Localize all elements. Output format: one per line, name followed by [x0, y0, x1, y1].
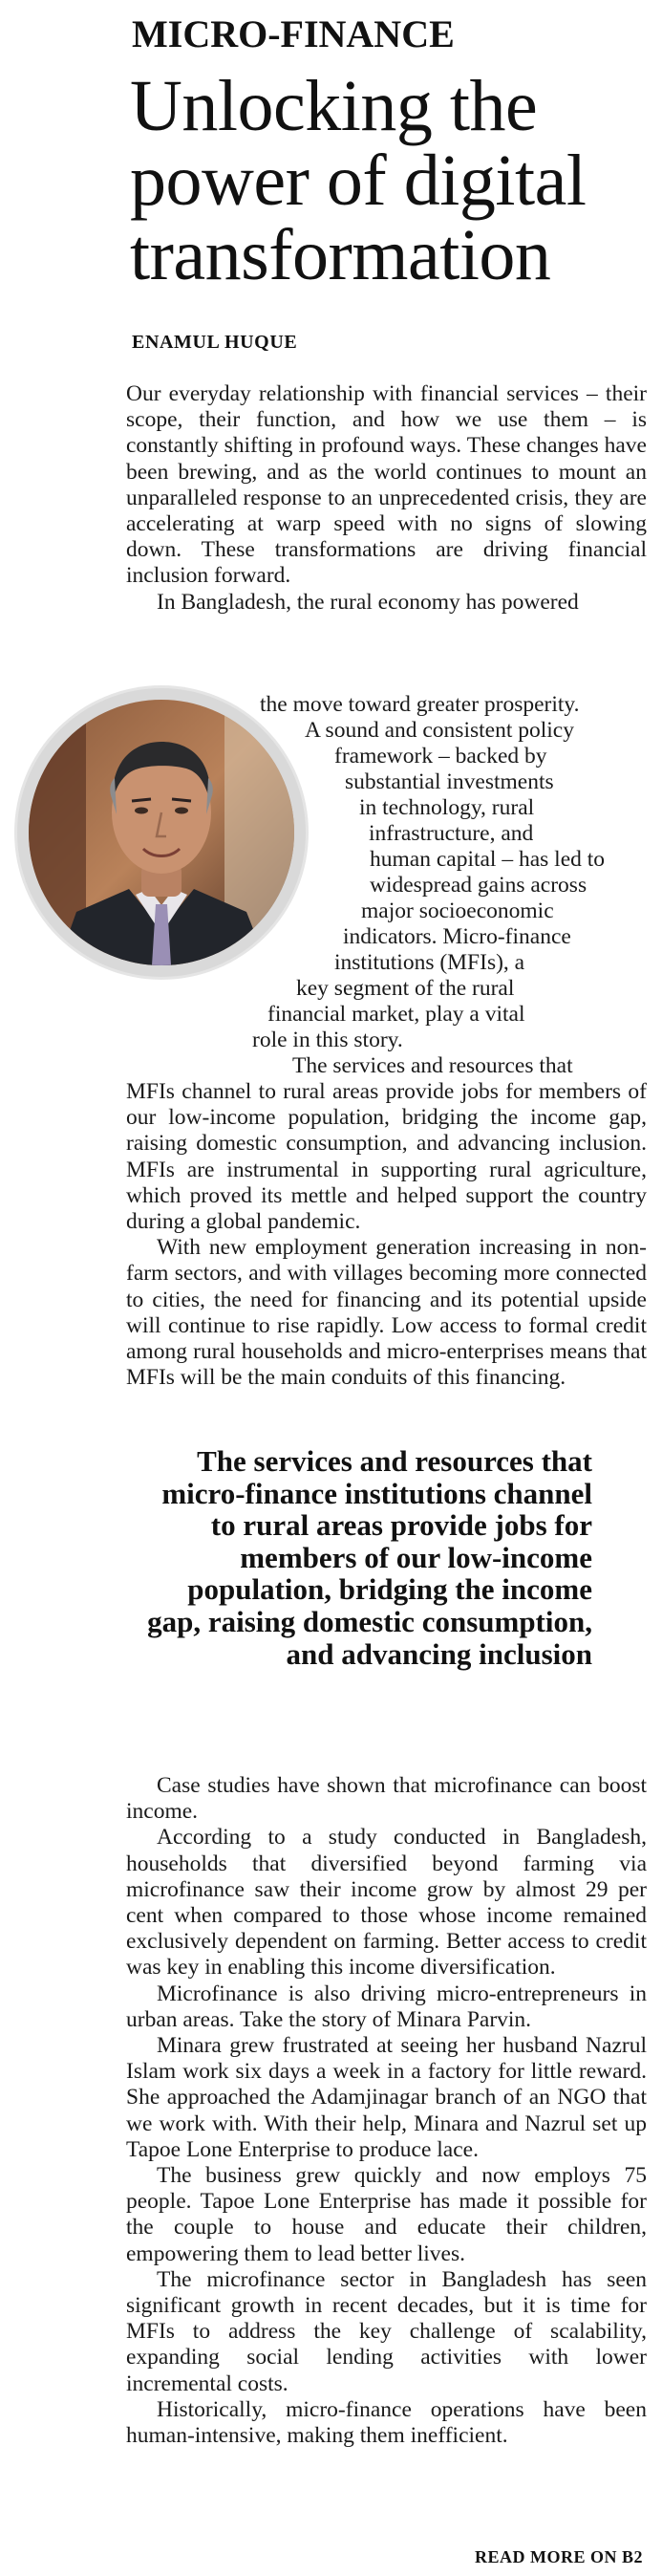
wrap-line: the move toward greater prosperity. — [260, 692, 580, 717]
paragraph: With new employment generation increasing in non-farm sectors, and with villages becoming more connected to cities, the need for financing and its potential upside will continue to rise rapidly. Low access to formal credit among rural households and micro-enterprises means that MFIs will be the main conduits of this financing. — [126, 1235, 647, 1391]
wrap-line: infrastructure, and — [369, 821, 534, 846]
pull-quote: The services and resources that micro-finance institutions channel to rural areas provide jobs for members of our low-income population, bridging the income gap, raising domestic consumption, and advancing inclusion — [147, 1444, 592, 1671]
author-portrait-image — [29, 700, 294, 965]
wrap-line: framework – backed by — [334, 744, 547, 768]
headline: Unlocking the power of digital transformation — [130, 66, 587, 295]
wrap-line: human capital – has led to — [370, 847, 606, 872]
wrap-line: A sound and consistent policy — [305, 718, 574, 743]
paragraph: The microfinance sector in Bangladesh has seen significant growth in recent decades, but it is time for MFIs to address the key challenge of scalability, expanding social lending activities with lower incremental costs. — [126, 2266, 647, 2396]
wrap-line: major socioeconomic — [361, 898, 554, 923]
wrap-line: institutions (MFIs), a — [334, 950, 525, 975]
wrap-line: financial market, play a vital — [267, 1002, 525, 1027]
read-more-link[interactable]: READ MORE ON B2 — [474, 2547, 643, 2566]
paragraph: Microfinance is also driving micro-entrepreneurs in urban areas. Take the story of Minara Parvin. — [126, 1981, 647, 2032]
paragraph: According to a study conducted in Bangladesh, households that diversified beyond farming via microfinance saw their income grow by almost 29 per cent when compared to those whose income remained exclusively dependent on farming. Better access to credit was key in enabling this income diversification. — [126, 1825, 647, 1981]
paragraph: MFIs channel to rural areas provide jobs for members of our low-income population, bridging the income gap, raising domestic consumption, and advancing inclusion. MFIs are instrumental in supporting rural agriculture, which proved its mettle and helped support the country during a global pandemic. — [126, 1079, 647, 1235]
section-label: MICRO-FINANCE — [132, 12, 455, 55]
wrap-line: widespread gains across — [370, 873, 587, 898]
byline: ENAMUL HUQUE — [132, 332, 298, 353]
wrap-line: indicators. Micro-finance — [343, 924, 571, 949]
wrap-line: role in this story. — [252, 1028, 403, 1052]
article-body-bottom — [126, 1773, 647, 2449]
paragraph: The business grew quickly and now employs 75 people. Tapoe Lone Enterprise has made it possible for the couple to house and educate their children, empowering them to lead better lives. — [126, 2163, 647, 2266]
wrap-line: key segment of the rural — [296, 976, 515, 1001]
wrap-line: substantial investments — [345, 769, 554, 794]
paragraph: Historically, micro-finance operations have been human-intensive, making them inefficient. — [126, 2396, 647, 2449]
article-body-middle — [126, 1053, 647, 1391]
article-body-top — [126, 381, 647, 616]
paragraph: In Bangladesh, the rural economy has powered — [157, 589, 579, 615]
paragraph: Minara grew frustrated at seeing her husband Nazrul Islam work six days a week in a factory for little reward. She approached the Adamjinagar branch of an NGO that we work with. With their help, Minara and Nazrul set up Tapoe Lone Enterprise to produce lace. — [126, 2033, 647, 2162]
wrap-line: The services and resources that — [292, 1053, 573, 1078]
paragraph: Case studies have shown that microfinance can boost income. — [126, 1773, 647, 1825]
author-portrait — [17, 688, 306, 977]
paragraph: Our everyday relationship with financial services – their scope, their function, and how we use them – is constantly shifting in profound ways. These changes have been brewing, and as the world continues to mount an unparalleled response to an unprecedented crisis, they are accelerating at warp speed with no signs of slowing down. These transformations are driving financial inclusion forward. — [126, 381, 647, 589]
wrap-line: in technology, rural — [359, 795, 535, 820]
